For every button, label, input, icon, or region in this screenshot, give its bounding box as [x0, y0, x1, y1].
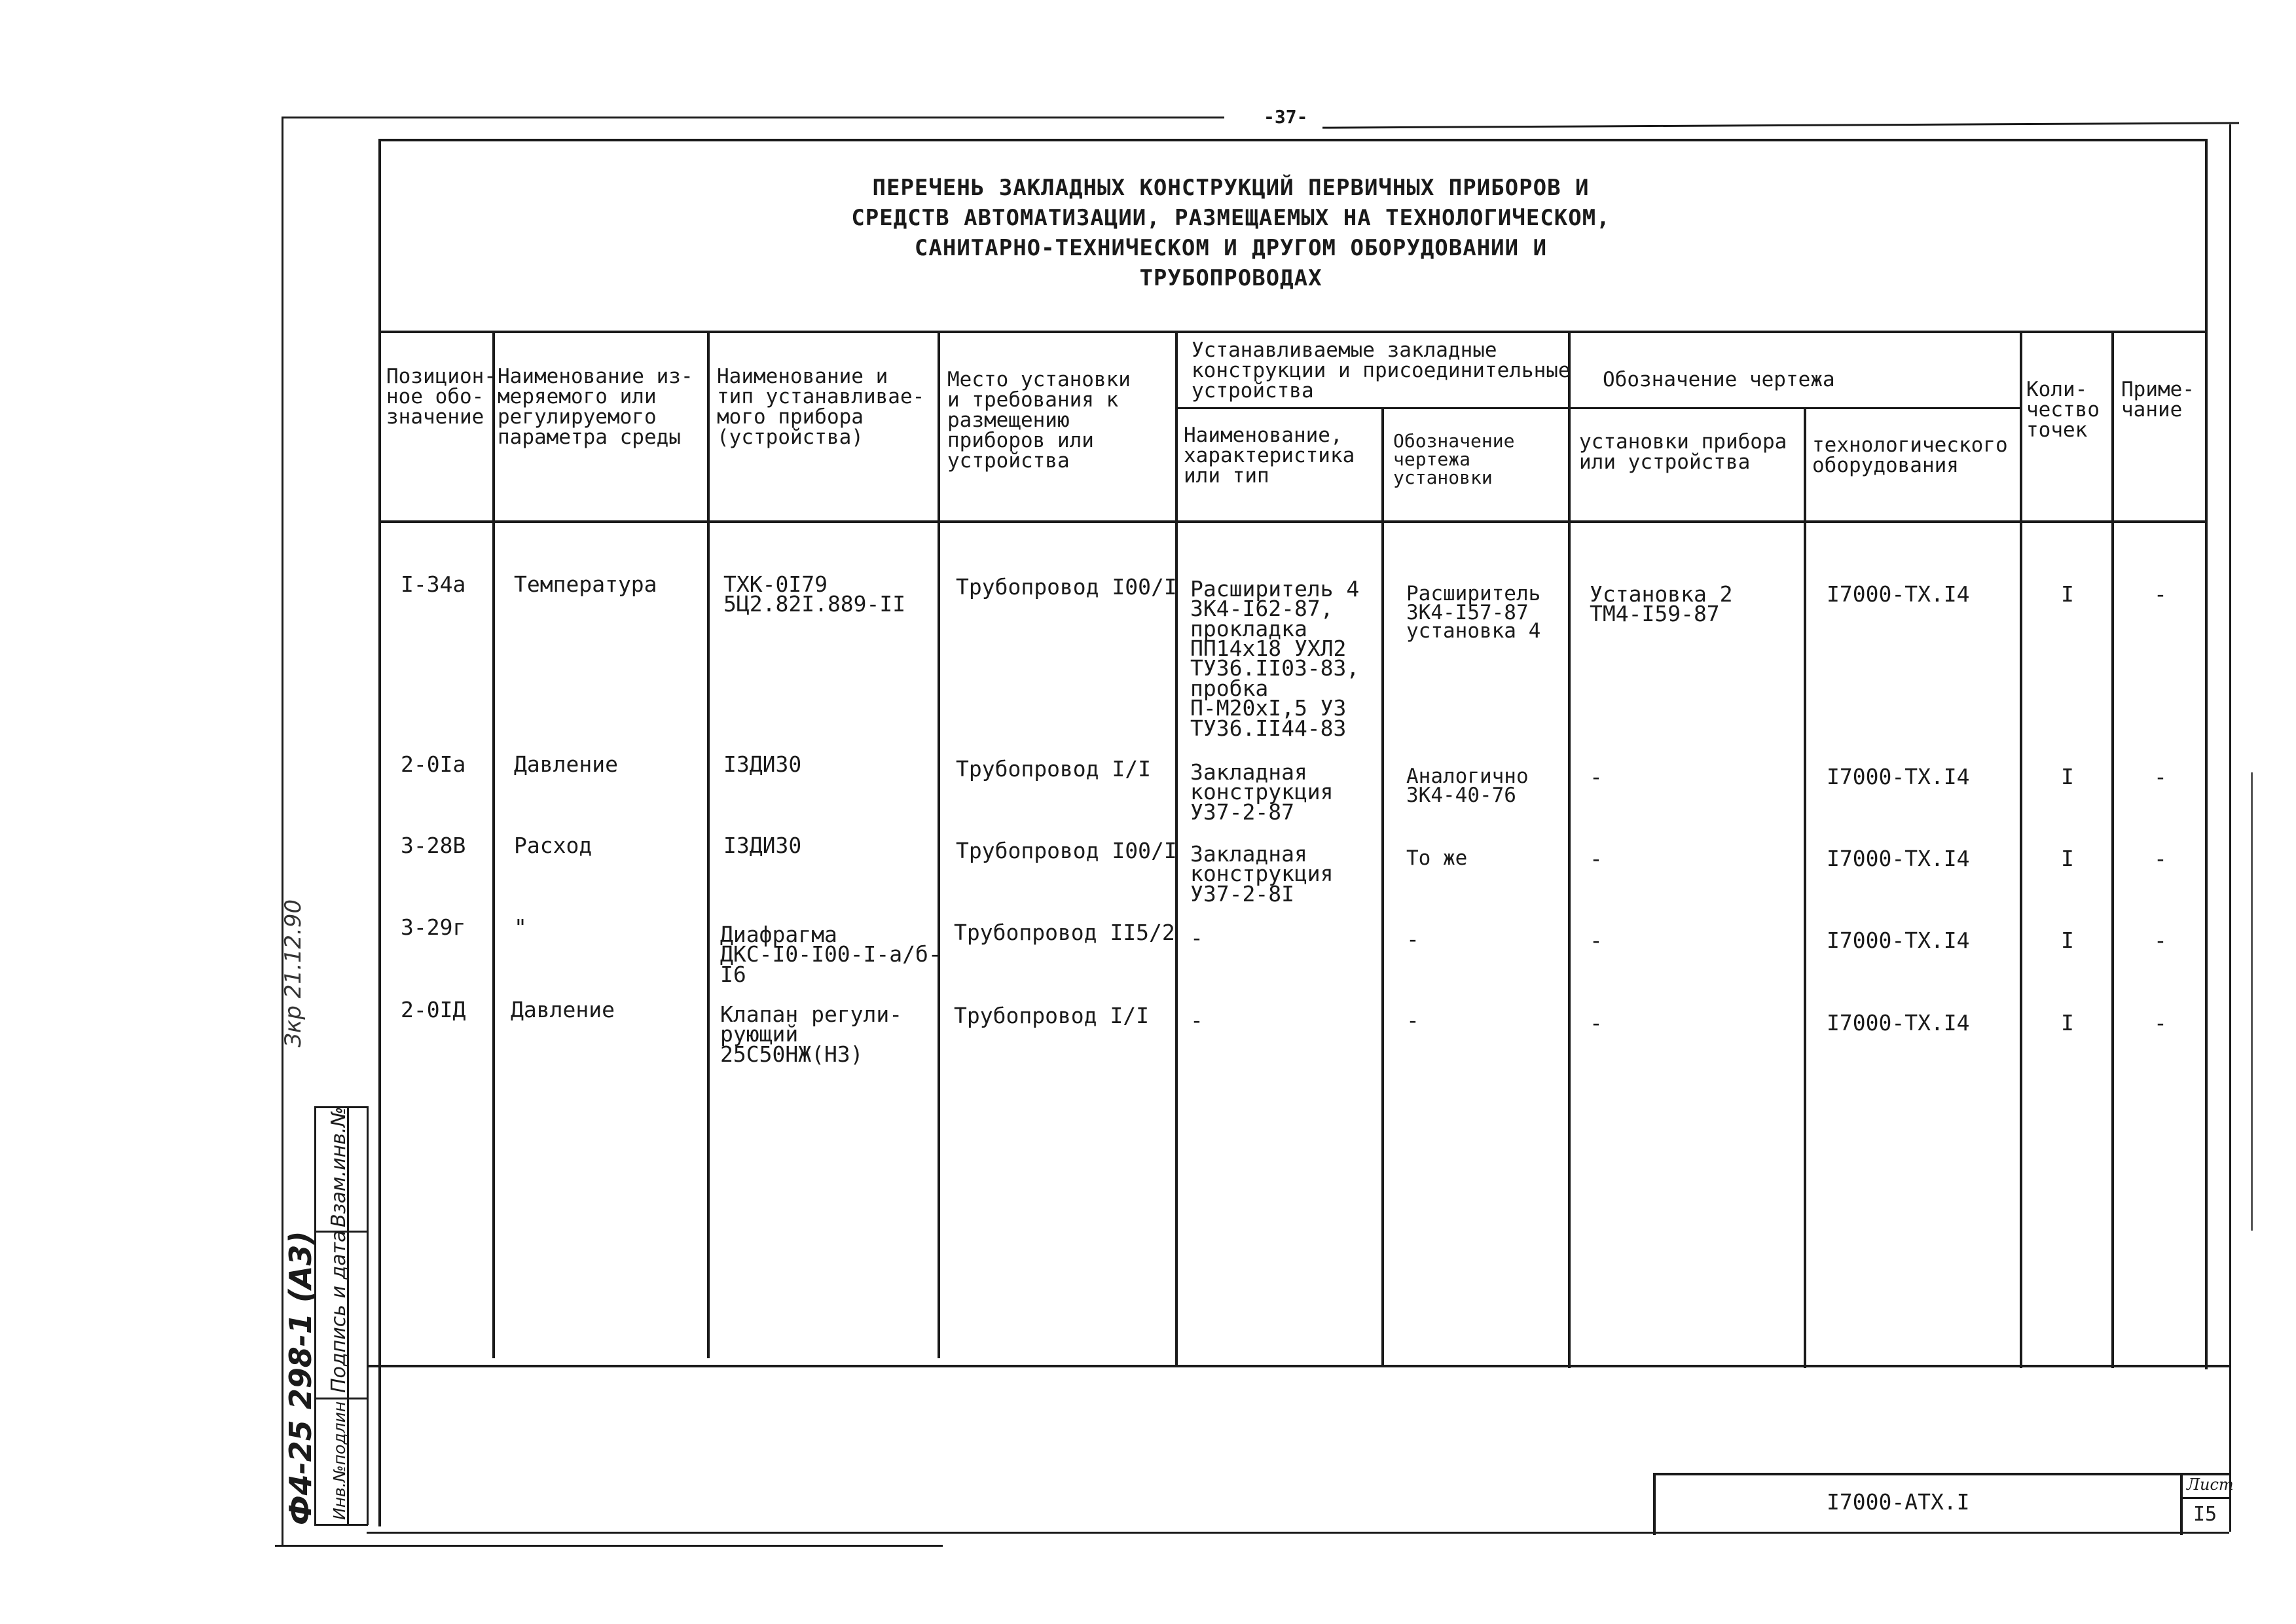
table-row-1-quantity: I	[2061, 581, 2074, 607]
table-row-1-note: -	[2154, 581, 2167, 607]
table-row-3-device: I3ДИ30	[723, 833, 802, 858]
margin-box-bottom	[314, 1524, 368, 1526]
table-row-2-embedded-name: Закладная конструкция У37-2-87	[1190, 759, 1334, 825]
header-bottom-line	[378, 520, 2206, 523]
table-row-3-parameter: Расход	[514, 833, 592, 858]
table-frame-right	[2205, 139, 2208, 1369]
header-subrow-line	[1175, 407, 2020, 409]
header-parameter: Наименование из- меряемого или регулируемого параметра среды	[498, 365, 693, 449]
table-row-1-drawing-tech: I7000-ТХ.I4	[1827, 581, 1970, 607]
table-row-2-drawing-tech: I7000-ТХ.I4	[1827, 764, 1970, 789]
margin-box-sep-2	[314, 1398, 368, 1399]
table-row-5-position: 2-0IД	[401, 997, 466, 1022]
table-row-4-embedded-drawing: -	[1406, 926, 1419, 952]
header-drawing-tech: технологического оборудования	[1812, 433, 2008, 477]
table-row-4-parameter: "	[514, 914, 527, 940]
table-row-1-embedded-drawing: Расширитель ЗК4-I57-87 установка 4	[1406, 582, 1541, 643]
col-line-8	[2020, 331, 2022, 1368]
header-position: Позицион- ное обо- значение	[386, 365, 496, 429]
table-row-2-note: -	[2154, 764, 2167, 789]
table-row-3-drawing-tech: I7000-ТХ.I4	[1827, 846, 1970, 871]
table-frame-left	[378, 139, 381, 1526]
header-device: Наименование и тип устанавливае- мого прибора (устройства)	[717, 365, 925, 449]
header-place: Место установки и требования к размещению приборов или устройства	[947, 368, 1131, 473]
table-row-3-quantity: I	[2061, 846, 2074, 871]
header-drawing-install: установки прибора или устройства	[1579, 430, 1787, 474]
table-row-5-quantity: I	[2061, 1010, 2074, 1036]
document-title: ПЕРЕЧЕНЬ ЗАКЛАДНЫХ КОНСТРУКЦИЙ ПЕРВИЧНЫХ ПРИБОРОВ И СРЕДСТВ АВТОМАТИЗАЦИИ, РАЗМЕЩАЕМЫХ НА ТЕХНОЛОГИЧЕСКОМ, САНИТАРНО-ТЕХНИЧЕСКОМ И ДРУГОМ ОБОРУДОВАНИИ И ТРУБОПРОВОДАХ	[851, 175, 1611, 291]
table-row-2-drawing-install: -	[1590, 764, 1603, 789]
table-row-4-device: Диафрагма ДКС-I0-I00-I-а/б- I6	[720, 922, 941, 987]
header-drawing-group: Обозначение чертежа	[1603, 368, 1835, 391]
table-row-5-embedded-drawing: -	[1406, 1007, 1419, 1033]
outer-frame-top-left	[282, 117, 1224, 118]
table-row-4-position: 3-29г	[401, 914, 466, 940]
header-embedded-drawing: Обозначение чертежа установки	[1393, 430, 1515, 488]
table-row-2-device: I3ДИ30	[723, 751, 802, 777]
table-row-1-parameter: Температура	[514, 571, 657, 597]
outer-frame-bottom	[275, 1545, 943, 1547]
table-row-3-position: 3-28В	[401, 833, 466, 858]
page-number: -37-	[1264, 106, 1308, 128]
margin-form-code: Ф4-25 298-1 (А3)	[283, 1231, 318, 1525]
table-row-3-embedded-drawing: То же	[1406, 846, 1468, 870]
table-row-5-device: Клапан регули- рующий 25С50НЖ(НЗ)	[720, 1001, 903, 1067]
margin-replace-label: Взам.инв.№	[327, 1106, 350, 1227]
table-row-3-place: Трубопровод I00/I	[956, 838, 1177, 863]
table-row-5-place: Трубопровод I/I	[954, 1003, 1150, 1028]
header-quantity: Коли- чество точек	[2026, 378, 2100, 442]
table-row-5-parameter: Давление	[511, 997, 615, 1022]
margin-sign-label: Подпись и дата	[327, 1230, 350, 1393]
table-row-1-drawing-install: Установка 2 ТМ4-I59-87	[1590, 581, 1733, 627]
outer-frame-right	[2229, 124, 2231, 1532]
table-row-2-position: 2-0Ia	[401, 751, 466, 777]
table-row-1-embedded-name: Расширитель 4 ЗК4-I62-87, прокладка ПП14х18 УХЛ2 ТУ36.II03-83, пробка П-М20хI,5 У3 ТУ36.II44-83	[1190, 576, 1360, 741]
margin-box-right	[367, 1106, 369, 1525]
right-edge-mark	[2251, 772, 2253, 1231]
stamp-left	[1653, 1473, 1656, 1535]
col-line-7	[1804, 407, 1806, 1368]
stamp-top	[1653, 1473, 2229, 1475]
table-row-3-embedded-name: Закладная конструкция У37-2-8I	[1190, 841, 1334, 907]
table-row-5-drawing-install: -	[1590, 1010, 1603, 1036]
header-embedded-group: Устанавливаемые закладные конструкции и присоединительные устройства	[1192, 338, 1571, 403]
margin-inv-label: Инв.№подлин	[330, 1401, 349, 1520]
table-row-1-device: ТХК-0I79 5Ц2.82I.889-II	[723, 571, 906, 617]
col-line-6	[1568, 331, 1571, 1368]
table-row-4-note: -	[2154, 928, 2167, 953]
table-row-4-drawing-tech: I7000-ТХ.I4	[1827, 928, 1970, 953]
col-line-1	[492, 331, 495, 1358]
title-separator	[378, 331, 2206, 333]
table-row-4-embedded-name: -	[1190, 925, 1203, 950]
table-row-4-drawing-install: -	[1590, 928, 1603, 953]
col-line-9	[2111, 331, 2114, 1368]
table-row-3-drawing-install: -	[1590, 846, 1603, 871]
outer-frame-top-right	[1322, 122, 2239, 128]
col-line-2	[707, 331, 710, 1358]
table-row-2-quantity: I	[2061, 764, 2074, 789]
margin-handwritten-note: Зкр 21.12.90	[280, 899, 306, 1047]
stamp-sheet-number: I5	[2193, 1503, 2217, 1526]
table-row-4-quantity: I	[2061, 928, 2074, 953]
table-row-5-note: -	[2154, 1010, 2167, 1036]
stamp-code: I7000-АТХ.I	[1827, 1489, 1970, 1515]
outer-frame-bottom-right	[367, 1532, 2229, 1534]
table-row-2-embedded-drawing: Аналогично ЗК4-40-76	[1406, 765, 1529, 807]
header-note: Приме- чание	[2121, 378, 2195, 422]
table-frame-top	[378, 139, 2206, 141]
stamp-sheet-label: Лист	[2187, 1475, 2234, 1494]
table-row-2-place: Трубопровод I/I	[956, 756, 1152, 782]
table-row-2-parameter: Давление	[514, 751, 618, 777]
col-line-3	[938, 331, 940, 1358]
table-row-5-embedded-name: -	[1190, 1007, 1203, 1033]
table-row-5-drawing-tech: I7000-ТХ.I4	[1827, 1010, 1970, 1036]
stamp-divider	[2180, 1473, 2183, 1535]
table-row-1-place: Трубопровод I00/I	[956, 574, 1177, 600]
table-bottom-line	[367, 1365, 2229, 1367]
table-row-1-position: I-34a	[401, 571, 466, 597]
table-row-3-note: -	[2154, 846, 2167, 871]
header-embedded-name: Наименование, характеристика или тип	[1184, 424, 1355, 488]
stamp-sheet-divider	[2180, 1497, 2229, 1499]
col-line-5	[1381, 407, 1384, 1365]
table-row-4-place: Трубопровод II5/2	[954, 920, 1175, 945]
